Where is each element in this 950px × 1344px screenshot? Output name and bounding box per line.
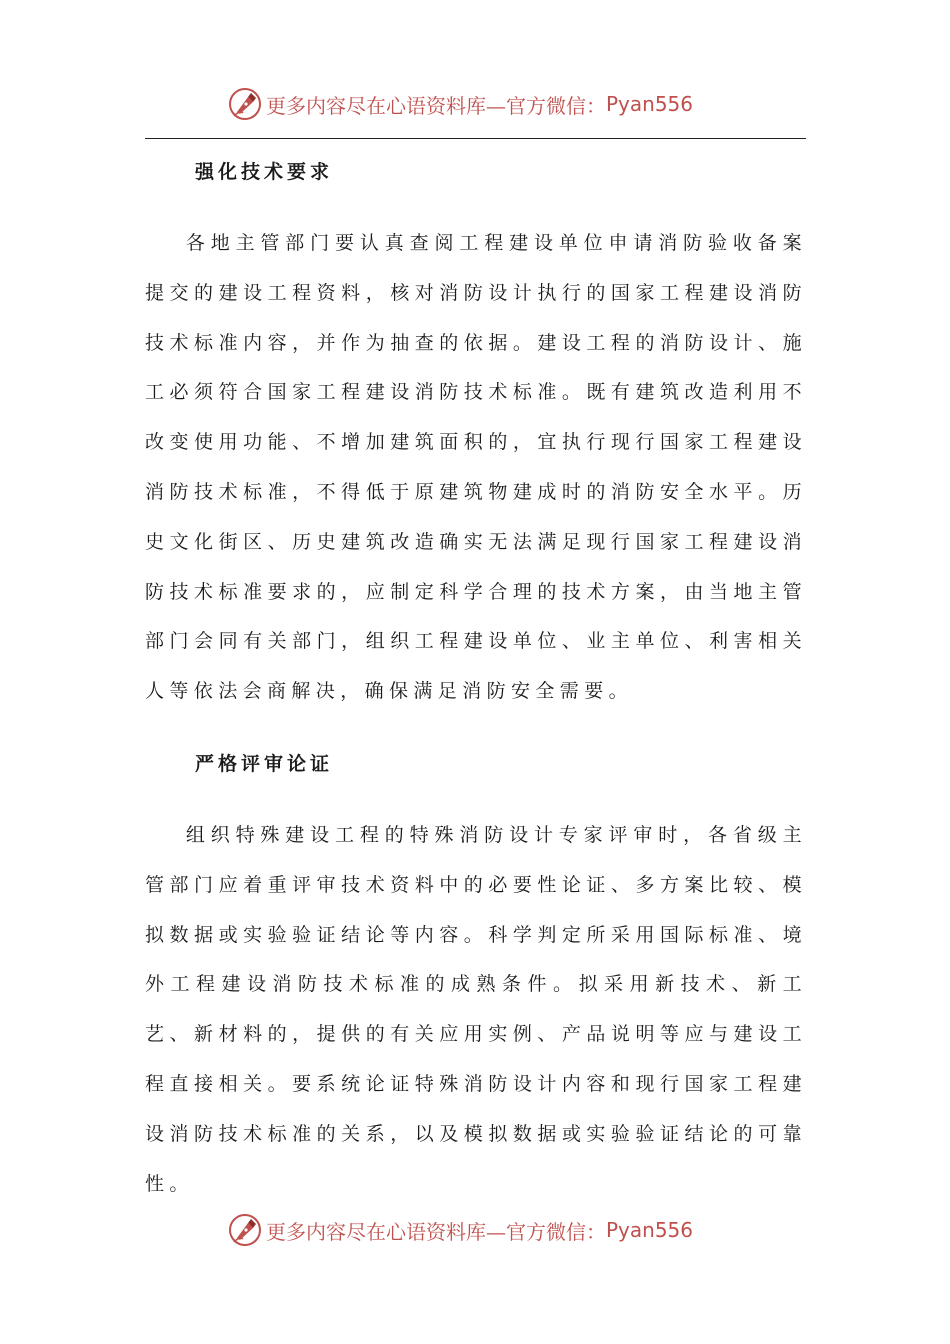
pen-nib-logo-icon xyxy=(228,87,262,121)
footer-banner xyxy=(228,1210,748,1250)
section-paragraph-technical-requirements: 各地主管部门要认真查阅工程建设单位申请消防验收备案提交的建设工程资料，核对消防设计执行的国家工程建设消防技术标准内容，并作为抽查的依据。建设工程的消防设计、施工必须符合国家工程建设消防技术标准。既有建筑改造利用不改变使用功能、不增加建筑面积的，宜执行现行国家工程建设消防技术标准，不得低于原建筑物建成时的消防安全水平。历史文化街区、历史建筑改造确实无法满足现行国家工程建设消防技术标准要求的，应制定科学合理的技术方案，由当地主管部门会同有关部门，组织工程建设单位、业主单位、利害相关人等依法会商解决，确保满足消防安全需要。 xyxy=(145,232,807,703)
section-heading-technical-requirements: 强化技术要求 xyxy=(195,161,334,183)
header-divider xyxy=(145,138,806,139)
pen-nib-logo-icon xyxy=(228,1213,262,1247)
header-banner xyxy=(228,84,748,124)
document-body xyxy=(145,148,807,1209)
section-paragraph-review-demonstration: 组织特殊建设工程的特殊消防设计专家评审时，各省级主管部门应着重评审技术资料中的必要性论证、多方案比较、模拟数据或实验验证结论等内容。科学判定所采用国际标准、境外工程建设消防技术标准的成熟条件。拟采用新技术、新工艺、新材料的，提供的有关应用实例、产品说明等应与建设工程直接相关。要系统论证特殊消防设计内容和现行国家工程建设消防技术标准的关系，以及模拟数据或实验验证结论的可靠性。 xyxy=(145,823,807,1195)
footer-wechat-id: Pyan556 xyxy=(606,1218,694,1242)
section-heading-review-demonstration: 严格评审论证 xyxy=(195,752,334,775)
header-banner-text: 更多内容尽在心语资料库—官方微信： xyxy=(266,93,606,118)
header-wechat-id: Pyan556 xyxy=(606,92,694,116)
footer-banner-text: 更多内容尽在心语资料库—官方微信： xyxy=(266,1219,606,1244)
